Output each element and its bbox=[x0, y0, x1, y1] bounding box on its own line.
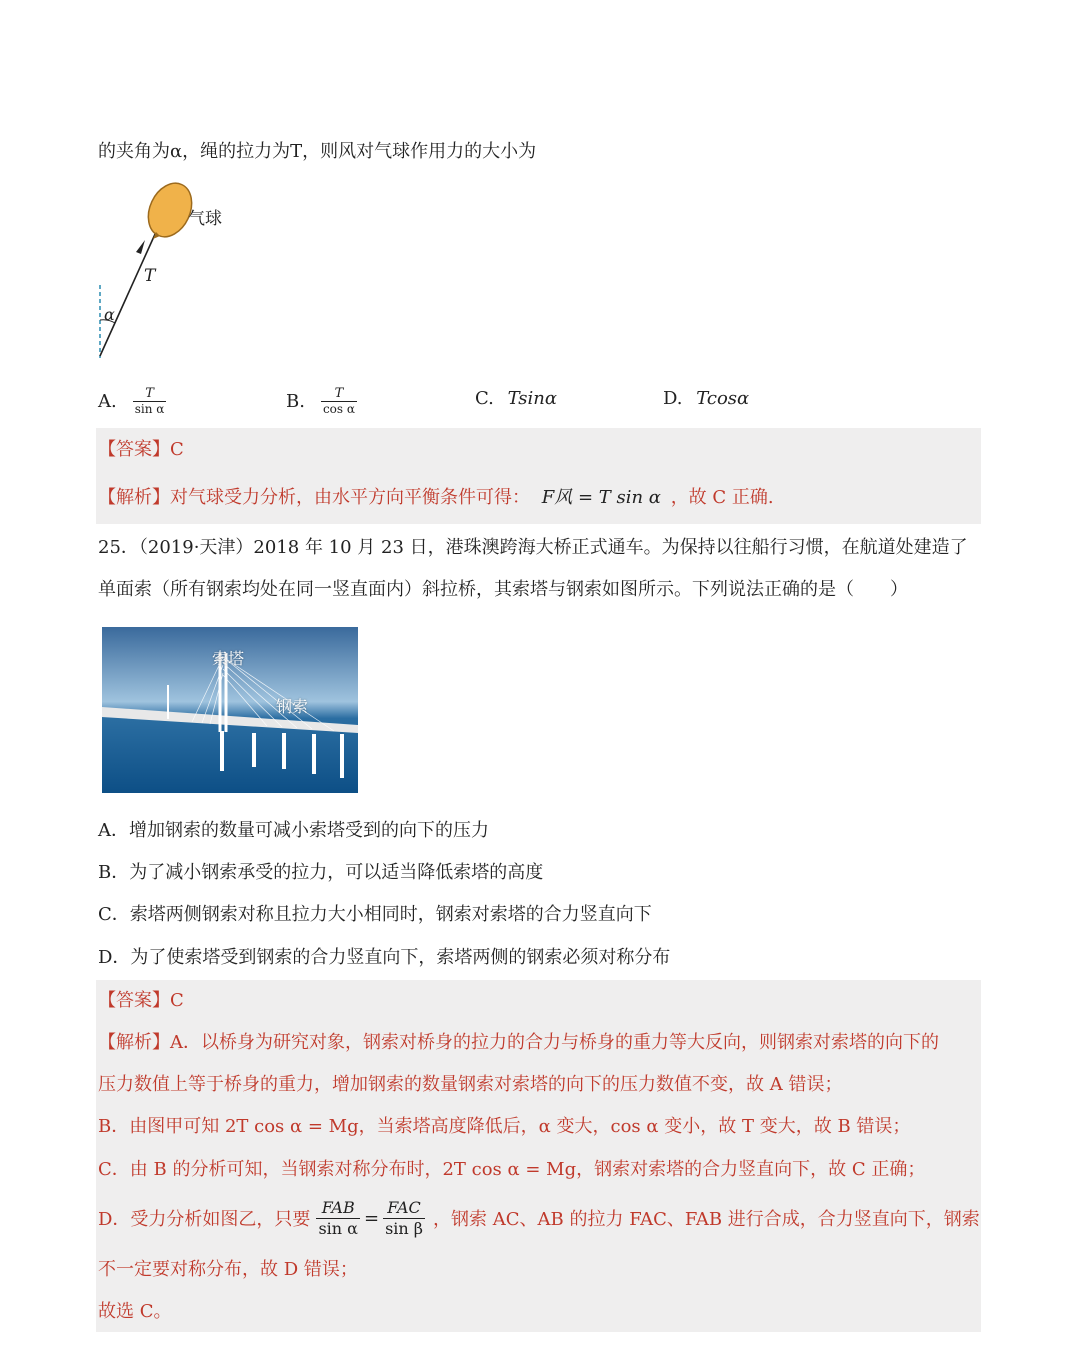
fraction-fac bbox=[383, 1198, 425, 1239]
option-25-d: D．为了使索塔受到钢索的合力竖直向下，索塔两侧的钢索必须对称分布 bbox=[98, 947, 671, 968]
answer-24: 【答案】C bbox=[98, 439, 184, 460]
fraction-fab-numerator: FAB bbox=[316, 1198, 360, 1219]
option-25-b: B．为了减小钢索承受的拉力，可以适当降低索塔的高度 bbox=[98, 862, 544, 883]
option-b-denominator: cos α bbox=[322, 401, 355, 416]
option-d bbox=[663, 388, 749, 409]
option-a-letter: A. bbox=[98, 390, 117, 412]
option-d-text: Tcosα bbox=[696, 388, 750, 409]
fraction-fab-denominator: sin α bbox=[318, 1218, 358, 1238]
option-d-letter: D. bbox=[663, 388, 683, 409]
analysis-25-line6: 不一定要对称分布，故 D 错误； bbox=[98, 1259, 358, 1280]
tower-caption: 索塔 bbox=[212, 649, 245, 668]
option-a-denominator: sin α bbox=[134, 401, 165, 416]
equals-sign: = bbox=[363, 1207, 380, 1229]
option-a-numerator: T bbox=[133, 387, 167, 402]
analysis-24-formula: F风 = T sin α bbox=[541, 487, 661, 508]
analysis-25-line1: 【解析】A．以桥身为研究对象，钢索对桥身的拉力的合力与桥身的重力等大反向，则钢索对索塔的向下的 bbox=[98, 1032, 939, 1053]
option-a bbox=[98, 382, 166, 420]
option-c bbox=[475, 388, 557, 409]
question-25-stem-line2: 单面索（所有钢索均处在同一竖直面内）斜拉桥，其索塔与钢索如图所示。下列说法正确的是（ ） bbox=[98, 579, 908, 600]
analysis-25-d-prefix: D．受力分析如图乙，只要 bbox=[98, 1209, 311, 1230]
option-25-c: C．索塔两侧钢索对称且拉力大小相同时，钢索对索塔的合力竖直向下 bbox=[98, 904, 652, 925]
option-a-fraction bbox=[133, 387, 167, 416]
analysis-25-line4: C．由 B 的分析可知，当钢索对称分布时，2T cos α = Mg，钢索对索塔的合力竖直向下，故 C 正确； bbox=[98, 1159, 926, 1180]
analysis-24 bbox=[98, 486, 774, 510]
balloon-figure bbox=[90, 180, 250, 365]
fraction-fac-denominator: sin β bbox=[385, 1218, 424, 1238]
analysis-24-suffix: ，故 C 正确. bbox=[670, 487, 774, 508]
analysis-25-line5 bbox=[98, 1192, 980, 1244]
fraction-fab bbox=[316, 1198, 360, 1239]
option-c-text: Tsinα bbox=[507, 388, 558, 409]
question-25-stem-line1: 25．（2019·天津）2018 年 10 月 23 日，港珠澳跨海大桥正式通车。为保持以往船行习惯，在航道处建造了 bbox=[98, 537, 968, 558]
option-25-a: A．增加钢索的数量可减小索塔受到的向下的压力 bbox=[98, 820, 489, 841]
option-b-letter: B. bbox=[286, 390, 305, 412]
rope-line bbox=[100, 232, 156, 356]
question-24-stem: 的夹角为α，绳的拉力为T，则风对气球作用力的大小为 bbox=[98, 141, 537, 162]
tension-label: T bbox=[144, 266, 156, 286]
cable-caption: 钢索 bbox=[276, 697, 309, 716]
option-b-fraction bbox=[321, 387, 357, 416]
balloon-label: 气球 bbox=[188, 209, 222, 229]
angle-label: α bbox=[104, 305, 115, 324]
analysis-24-prefix: 【解析】对气球受力分析，由水平方向平衡条件可得： bbox=[98, 487, 530, 508]
analysis-25-d-suffix: ，钢索 AC、AB 的拉力 FAC、FAB 进行合成，合力竖直向下，钢索 bbox=[433, 1209, 980, 1230]
tension-arrowhead bbox=[136, 240, 145, 254]
analysis-25-line7: 故选 C。 bbox=[98, 1301, 172, 1322]
fraction-fac-numerator: FAC bbox=[383, 1198, 425, 1219]
option-b-numerator: T bbox=[321, 387, 357, 402]
analysis-25-line2: 压力数值上等于桥身的重力，增加钢索的数量钢索对索塔的向下的压力数值不变，故 A 错误； bbox=[98, 1074, 843, 1095]
option-b bbox=[286, 382, 357, 420]
answer-25: 【答案】C bbox=[98, 990, 184, 1011]
option-c-letter: C. bbox=[475, 388, 494, 409]
analysis-25-line3: B．由图甲可知 2T cos α = Mg，当索塔高度降低后，α 变大，cos α 变小，故 T 变大，故 B 错误； bbox=[98, 1116, 911, 1137]
